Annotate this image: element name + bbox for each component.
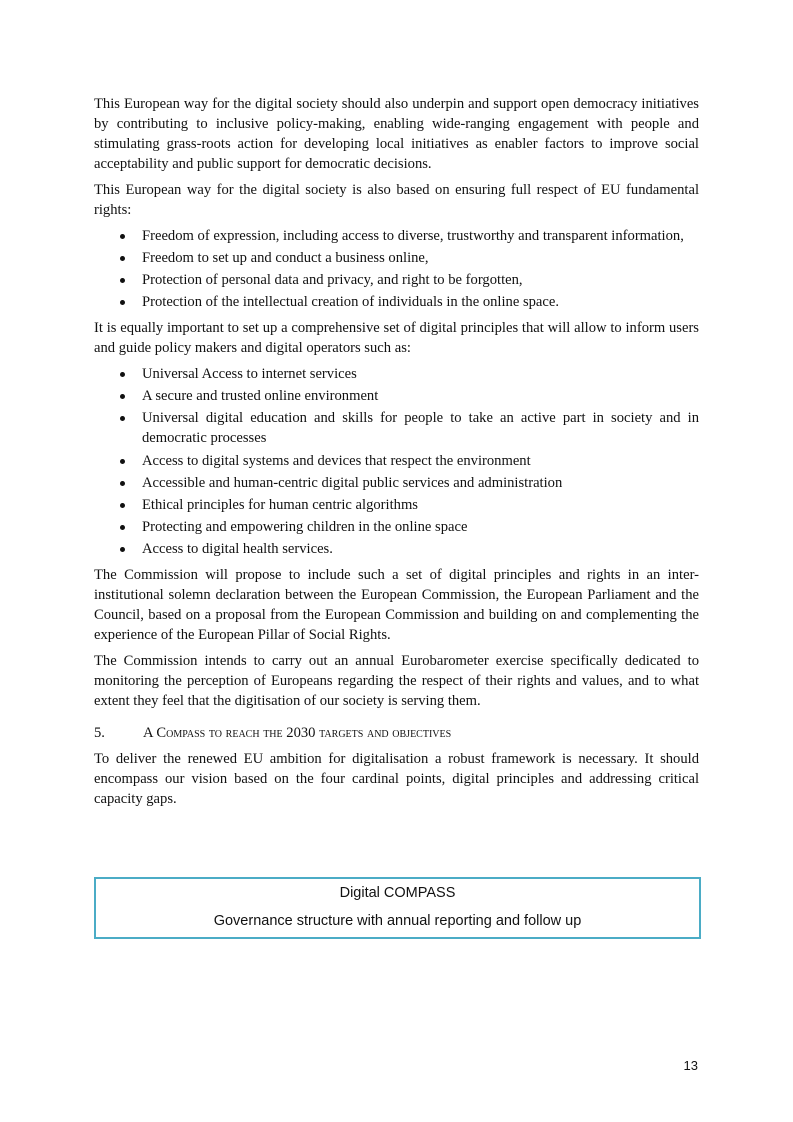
- paragraph-eurobarometer: The Commission intends to carry out an annual Eurobarometer exercise specifically dedicated to monitoring the perception of Europeans regarding the respect of their rights and values, and to what extent they feel that the digitisation of our society is serving them.: [94, 653, 699, 710]
- list-item: A secure and trusted online environment: [142, 386, 699, 406]
- page-content: [94, 94, 699, 815]
- list-item: Protection of the intellectual creation of individuals in the online space.: [142, 292, 699, 312]
- fundamental-rights-list: [94, 226, 699, 312]
- paragraph-fundamental-rights: This European way for the digital society is also based on ensuring full respect of EU fundamental rights:: [94, 182, 699, 218]
- page-number: 13: [683, 1058, 698, 1073]
- paragraph-solemn-declaration: The Commission will propose to include such a set of digital principles and rights in an inter-institutional solemn declaration between the European Commission, the European Parliament and the Council, based on a proposal from the European Commission and building on and complementing the experience of the European Pillar of Social Rights.: [94, 567, 699, 644]
- list-item: Accessible and human-centric digital public services and administration: [142, 473, 699, 493]
- section-title: A Compass to reach the 2030 targets and objectives: [143, 725, 452, 742]
- digital-principles-list: [94, 364, 699, 559]
- section-heading: [94, 723, 699, 743]
- list-item: Protection of personal data and privacy, and right to be forgotten,: [142, 270, 699, 290]
- paragraph-digital-principles: It is equally important to set up a comprehensive set of digital principles that will allow to inform users and guide policy makers and digital operators such as:: [94, 320, 699, 356]
- list-item: Freedom to set up and conduct a business online,: [142, 248, 699, 268]
- compass-box-title: Digital COMPASS: [339, 885, 456, 901]
- section-number: 5.: [94, 725, 105, 742]
- list-item: Access to digital systems and devices that respect the environment: [142, 451, 699, 471]
- list-item: Protecting and empowering children in the online space: [142, 517, 699, 537]
- list-item: Universal Access to internet services: [142, 364, 699, 384]
- compass-box-subtitle: Governance structure with annual reporting and follow up: [213, 913, 582, 929]
- list-item: Universal digital education and skills for people to take an active part in society and in democratic processes: [142, 410, 699, 447]
- digital-compass-box: [94, 877, 701, 939]
- paragraph-robust-framework: To deliver the renewed EU ambition for digitalisation a robust framework is necessary. It should encompass our vision based on the four cardinal points, digital principles and addressing critical capacity gaps.: [94, 751, 699, 808]
- list-item: Access to digital health services.: [142, 539, 699, 559]
- list-item: Ethical principles for human centric algorithms: [142, 495, 699, 515]
- list-item: Freedom of expression, including access to diverse, trustworthy and transparent information,: [142, 226, 699, 246]
- paragraph-open-democracy: This European way for the digital society should also underpin and support open democracy initiatives by contributing to inclusive policy-making, enabling wide-ranging engagement with people and stimulating grass-roots action for developing local initiatives as enabler factors to improve social acceptability and public support for democratic decisions.: [94, 96, 699, 172]
